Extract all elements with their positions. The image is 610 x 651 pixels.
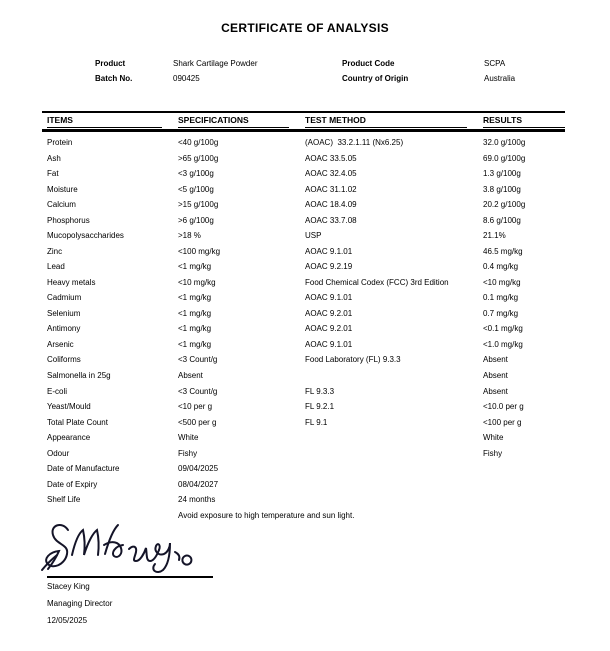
table-cell [305,492,483,508]
batch-value: 090425 [173,74,200,83]
table-cell: Avoid exposure to high temperature and sun light. [178,510,355,520]
table-cell: 32.0 g/100g [483,138,526,147]
table-cell [305,430,483,446]
product-label: Product [95,59,126,68]
table-cell: Date of Expiry [47,479,98,489]
table-row [47,461,565,477]
table-cell: >6 g/100g [178,215,214,225]
table-cell: Date of Manufacture [47,464,120,474]
table-row [47,446,565,462]
table-row [47,275,565,291]
table-cell: 8.6 g/100g [483,215,521,225]
signature-scrawl [38,518,208,576]
table-header-row [47,115,565,128]
table-cell: AOAC 31.1.02 [305,184,357,194]
table-cell: AOAC 9.2.19 [305,262,353,272]
table-cell: Moisture [47,184,78,194]
table-cell: 09/04/2025 [178,464,219,474]
table-cell: Phosphorus [47,215,90,225]
table-cell: <5 g/100g [178,184,214,194]
table-cell: Antimony [47,324,81,334]
table-cell: Food Chemical Codex (FCC) 3rd Edition [305,277,449,287]
header-results: RESULTS [483,115,565,128]
table-cell: <1 mg/kg [178,308,212,318]
table-row [47,492,565,508]
table-cell: >18 % [178,231,201,241]
table-cell: White [483,433,504,443]
table-top-rule [42,111,565,113]
table-cell: Arsenic [47,339,74,349]
table-cell: Protein [47,138,73,147]
table-row [47,368,565,384]
table-cell: 3.8 g/100g [483,184,521,194]
table-cell: Fishy [178,448,198,458]
table-cell: <40 g/100g [178,138,219,147]
table-cell: 08/04/2027 [178,479,219,489]
table-cell: Cadmium [47,293,82,303]
header-items: ITEMS [47,115,178,128]
table-cell: 1.3 g/100g [483,169,521,179]
table-cell: AOAC 9.1.01 [305,246,353,256]
table-cell: AOAC 9.1.01 [305,293,353,303]
table-row [47,352,565,368]
table-row [47,430,565,446]
table-cell [483,477,565,493]
table-cell: Yeast/Mould [47,402,91,412]
table-cell: Salmonella in 25g [47,370,111,380]
table-cell: <1.0 mg/kg [483,339,523,349]
table-cell: AOAC 9.1.01 [305,339,353,349]
table-cell: AOAC 33.7.08 [305,215,357,225]
table-cell: <10 mg/kg [483,277,521,287]
table-row [47,399,565,415]
origin-value: Australia [484,74,516,83]
signature-line [47,576,213,578]
table-row [47,244,565,260]
product-code-value: SCPA [484,59,506,68]
table-cell: Selenium [47,308,81,318]
table-cell: FL 9.2.1 [305,402,335,412]
table-cell: (AOAC) 33.2.1.11 (Nx6.25) [305,138,404,147]
table-row [47,384,565,400]
table-cell: <1 mg/kg [178,339,212,349]
table-row [47,166,565,182]
origin-label: Country of Origin [342,74,409,83]
table-cell: <3 Count/g [178,386,218,396]
table-cell: 69.0 g/100g [483,153,526,163]
table-cell: <10 mg/kg [178,277,216,287]
header-specifications: SPECIFICATIONS [178,115,305,128]
table-row [47,337,565,353]
product-value: Shark Cartilage Powder [173,59,258,68]
table-cell: Mucopolysaccharides [47,231,124,241]
table-cell: <100 per g [483,417,522,427]
table-cell: <10 per g [178,402,213,412]
table-cell: Lead [47,262,65,272]
table-cell: <1 mg/kg [178,293,212,303]
table-cell: USP [305,231,322,241]
table-cell [305,446,483,462]
table-cell [305,368,483,384]
table-cell [483,508,565,524]
table-cell: E-coli [47,386,68,396]
page-title: CERTIFICATE OF ANALYSIS [221,21,389,35]
signature-date: 12/05/2025 [47,616,88,625]
table-cell: AOAC 18.4.09 [305,200,357,210]
table-cell: Total Plate Count [47,417,108,427]
signatory-name: Stacey King [47,582,90,591]
table-cell: FL 9.1 [305,417,328,427]
table-cell: Shelf Life [47,495,81,505]
table-cell: Zinc [47,246,63,256]
table-cell: Food Laboratory (FL) 9.3.3 [305,355,401,365]
table-row [47,213,565,229]
table-cell: <1 mg/kg [178,262,212,272]
table-cell: <3 Count/g [178,355,218,365]
table-cell: >65 g/100g [178,153,219,163]
table-cell: Absent [483,355,508,365]
table-row [47,290,565,306]
table-row [47,135,565,151]
table-cell: AOAC 33.5.05 [305,153,357,163]
table-cell: Absent [483,386,508,396]
table-cell: AOAC 32.4.05 [305,169,357,179]
table-row [47,151,565,167]
table-cell: Fishy [483,448,503,458]
table-cell: 46.5 mg/kg [483,246,523,256]
table-cell: Heavy metals [47,277,96,287]
table-cell: 0.7 mg/kg [483,308,519,318]
table-cell: Fat [47,169,59,179]
table-cell [305,461,483,477]
table-cell: AOAC 9.2.01 [305,308,353,318]
signatory-title: Managing Director [47,599,113,608]
table-cell: AOAC 9.2.01 [305,324,353,334]
table-cell: >15 g/100g [178,200,219,210]
table-cell: Odour [47,448,70,458]
table-cell: Ash [47,153,61,163]
table-cell [305,477,483,493]
table-cell: 21.1% [483,231,506,241]
table-row [47,306,565,322]
table-body [47,135,565,523]
table-cell: 20.2 g/100g [483,200,526,210]
table-cell: Coliforms [47,355,81,365]
batch-label: Batch No. [95,74,133,83]
table-row [47,197,565,213]
table-cell: <1 mg/kg [178,324,212,334]
table-cell: <500 per g [178,417,217,427]
table-row [47,182,565,198]
table-row [47,259,565,275]
table-cell: Calcium [47,200,76,210]
table-cell: Absent [178,370,203,380]
table-cell: <3 g/100g [178,169,214,179]
table-cell: White [178,433,199,443]
table-row [47,228,565,244]
table-cell: 0.4 mg/kg [483,262,519,272]
table-cell [483,461,565,477]
table-cell [305,508,483,524]
table-cell: <0.1 mg/kg [483,324,523,334]
table-cell: 0.1 mg/kg [483,293,519,303]
table-cell: Appearance [47,433,91,443]
table-row [47,321,565,337]
product-code-label: Product Code [342,59,395,68]
table-cell: Absent [483,370,508,380]
header-test-method: TEST METHOD [305,115,483,128]
table-cell [483,492,565,508]
table-row [47,477,565,493]
table-cell: <100 mg/kg [178,246,221,256]
table-row [47,415,565,431]
table-cell: 24 months [178,495,216,505]
table-header-rule [42,129,565,132]
table-cell: FL 9.3.3 [305,386,335,396]
table-cell: <10.0 per g [483,402,524,412]
